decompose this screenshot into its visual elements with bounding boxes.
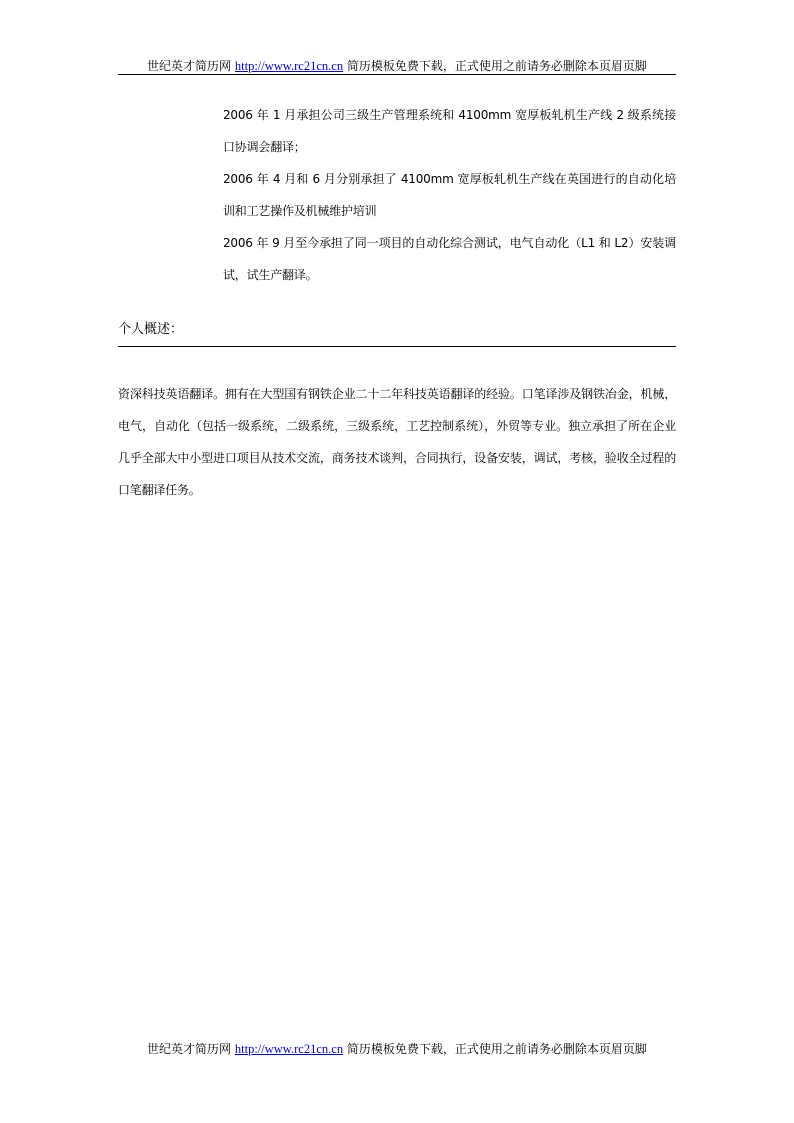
footer-site-name: 世纪英才简历网 (147, 1042, 232, 1056)
experience-item: 2006 年 9 月至今承担了同一项目的自动化综合测试，电气自动化（L1 和 L2）安装调试，试生产翻译。 (223, 236, 676, 282)
page-header (0, 58, 794, 74)
experience-item: 2006 年 4 月和 6 月分别承担了 4100mm 宽厚板轧机生产线在英国进行的自动化培训和工艺操作及机械维护培训 (223, 172, 676, 218)
profile-section-divider (118, 346, 676, 347)
work-experience-list (223, 99, 676, 291)
page-footer (0, 1041, 794, 1057)
header-site-name: 世纪英才简历网 (147, 59, 232, 73)
header-divider (118, 74, 676, 75)
experience-item: 2006 年 1 月承担公司三级生产管理系统和 4100mm 宽厚板轧机生产线 2 级系统接口协调会翻译； (223, 108, 676, 154)
header-notice: 简历模板免费下载，正式使用之前请务必删除本页眉页脚 (346, 59, 647, 73)
footer-notice: 简历模板免费下载，正式使用之前请务必删除本页眉页脚 (346, 1042, 647, 1056)
footer-url-link[interactable]: http://www.rc21cn.cn (234, 1042, 344, 1056)
profile-section-title: 个人概述： (118, 322, 184, 337)
header-url-link[interactable]: http://www.rc21cn.cn (234, 59, 344, 73)
profile-summary-text: 资深科技英语翻译。拥有在大型国有钢铁企业二十二年科技英语翻译的经验。口笔译涉及钢铁冶金，机械，电气，自动化（包括一级系统，二级系统，三级系统，工艺控制系统），外贸等专业。独立承担了所在企业几乎全部大中小型进口项目从技术交流，商务技术谈判，合同执行，设备安装，调试，考核，验收全过程的口笔翻译任务。 (118, 387, 676, 497)
